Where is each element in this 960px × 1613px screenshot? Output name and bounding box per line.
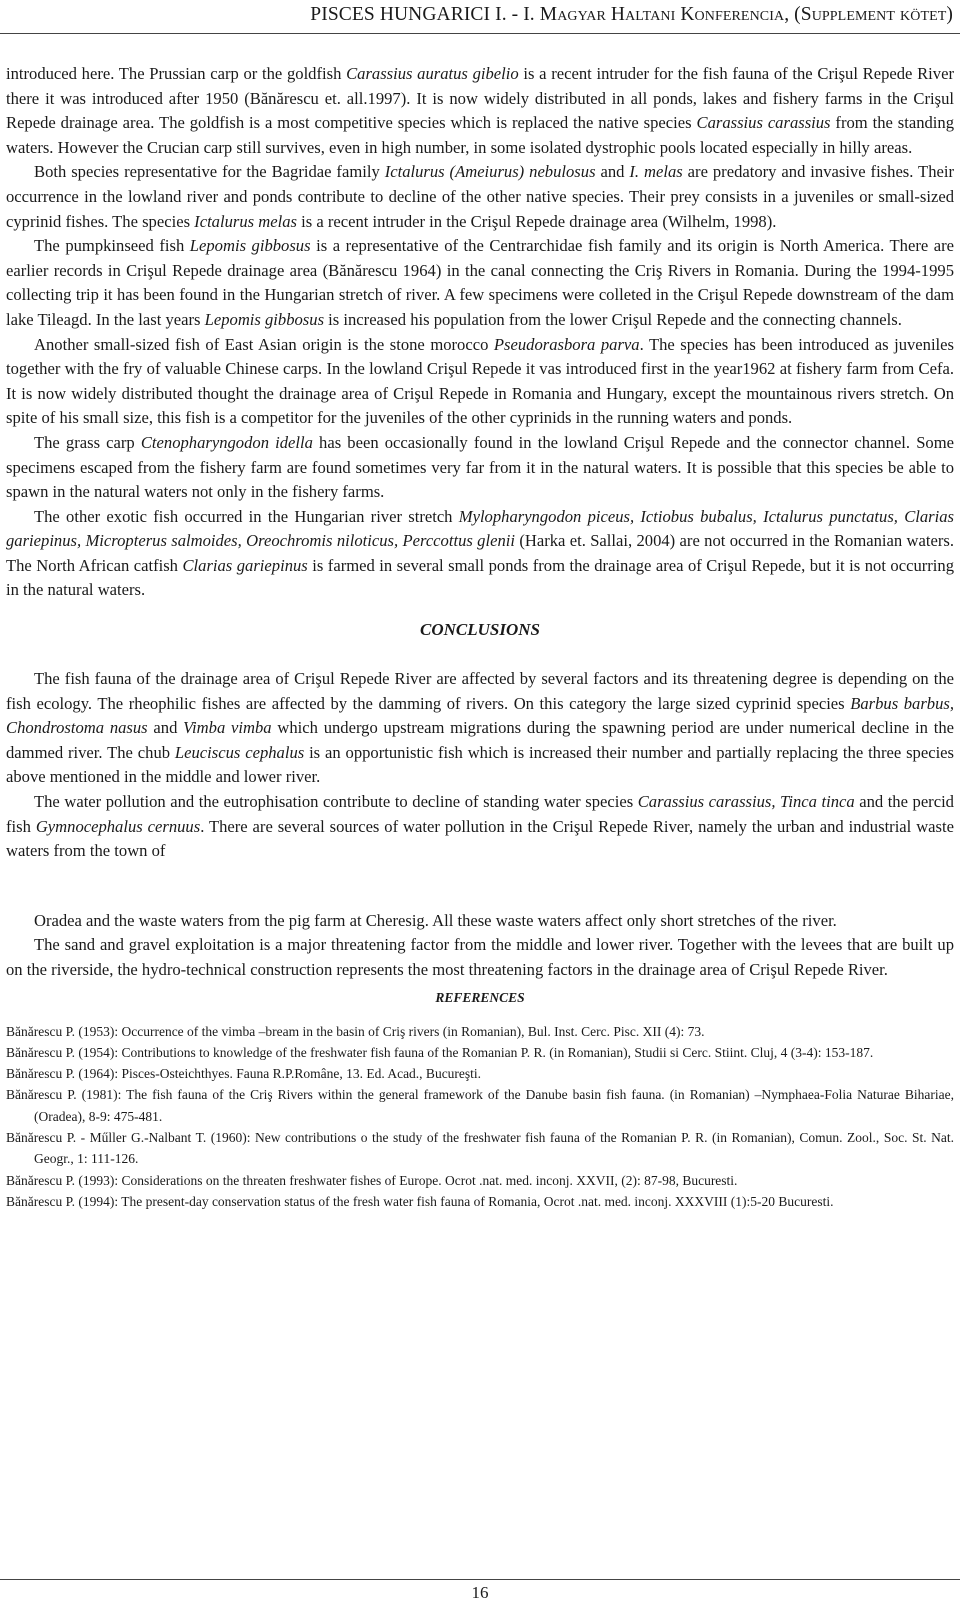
reference-item: Bănărescu P. (1993): Considerations on the threaten freshwater fishes of Europe. Ocrot .nat. med. inconj. XXVII, (2): 87-98, Bucuresti. — [6, 1172, 738, 1188]
paragraph-pumpkinseed: The pumpkinseed fish Lepomis gibbosus is a representative of the Centrarchidae fish family and its origin is North America. There are earlier records in Crişul Repede drainage area (Bănărescu 1964) in the canal connecting the Criş Rivers in Romania. During the 1994-1995 collecting trip it has been found in the Hungarian stretch of river. A few specimens were colleted in the Crişul Repede downstream of the dam lake Tileagd. In the last years Lepomis gibbosus is increased his population from the lower Crişul Repede and the connecting channels. — [6, 236, 955, 329]
conclusion-paragraph-pollution: The water pollution and the eutrophisation contribute to decline of standing water species Carassius carassius, Tinca tinca and the percid fish Gymnocephalus cernuus. There are several sources of water pollution in the Crişul Repede River, namely the urban and industrial waste waters from the town of — [6, 792, 954, 861]
reference-item: Bănărescu P. (1994): The present-day conservation status of the fresh water fish fauna of Romania, Ocrot .nat. med. inconj. XXXVIII (1):5-20 Bucuresti. — [6, 1193, 834, 1209]
paragraph-grass-carp: The grass carp Ctenopharyngodon idella has been occasionally found in the lowland Crişul Repede and the connector channel. Some specimens escaped from the fishery farm are found sometimes very far from it in the natural waters. It is possible that this species be able to spawn in the natural waters not only in the fishery farms. — [6, 432, 954, 502]
conclusions-heading: CONCLUSIONS — [420, 620, 540, 640]
paragraph-stone-morocco: Another small-sized fish of East Asian origin is the stone morocco Pseudorasbora parva. The species has been introduced as juveniles together with the fry of valuable Chinese carps. In the lowland Crişul Repede it vas introduced first in the year1962 at fishery farm from Cefa. It is now widely distributed thought the drainage area of Crişul Repede in Romania and Hungary, except the mountainous rivers stretch. On spite of his small size, this fish is a competitor for the juveniles of the other cyprinids in the running waters and ponds. — [6, 334, 954, 428]
journal-title: PISCES HUNGARICI I. - I. — [310, 4, 540, 25]
page-number: 16 — [471, 1583, 489, 1602]
paragraph-goldfish: introduced here. The Prussian carp or the goldfish Carassius auratus gibelio is a recent intruder for the fish fauna of the Crişul Repede River there it was introduced after 1950 (Bănărescu et. all.1997). It is now widely distributed in all ponds, lakes and fishery farms in the Crişul Repede drainage area. The goldfish is a most competitive species which is replaced the native species Carassius carassius from the standing waters. However the Crucian carp still survives, even in high number, in some isolated dystrophic pools located especially in hilly areas. — [6, 64, 954, 157]
footer-rule — [0, 1579, 960, 1580]
reference-item: Bănărescu P. - Műller G.-Nalbant T. (1960): New contributions o the study of the freshwater fish fauna of the Romanian P. R. (in Romanian), Comun. Zool., Soc. St. Nat. Geogr., 1: 111-126. — [6, 1130, 954, 1167]
running-header-text — [310, 4, 953, 26]
references-list — [6, 1021, 954, 1213]
conclusion-paragraph-oradea: Oradea and the waste waters from the pig farm at Cheresig. All these waste waters affect only short stretches of the river. — [34, 910, 837, 930]
reference-item: Bănărescu P. (1964): Pisces-Osteichthyes. Fauna R.P.Române, 13. Ed. Acad., Bucureşti. — [6, 1066, 482, 1082]
references-heading: REFERENCES — [435, 989, 525, 1005]
conclusion-paragraph-rheophilic: The fish fauna of the drainage area of Crişul Repede River are affected by several factors and its threatening degree is depending on the fish ecology. The rheophilic fishes are affected by the damming of rivers. On this category the large sized cyprinid species Barbus barbus, Chondrostoma nasus and Vimba vimba which undergo upstream migrations during the spawning period are under numerical decline in the dammed river. The chub Leuciscus cephalus is an opportunistic fish which is increased their number and partially replacing the three species above mentioned in the middle and lower river. — [6, 669, 955, 787]
header-rule — [0, 33, 960, 34]
reference-item: Bănărescu P. (1981): The fish fauna of the Criş Rivers within the general framework of the Danube basin fish fauna. (in Romanian) –Nymphaea-Folia Naturae Bihariae, (Oradea), 8-9: 475-481. — [6, 1087, 954, 1124]
paragraph-other-exotic: The other exotic fish occurred in the Hungarian river stretch Mylopharyngodon piceus, Ictiobus bubalus, Ictalurus punctatus, Clarias gariepinus, Micropterus salmoides, Oreochromis niloticus, Perccottus glenii (Harka et. Sallai, 2004) are not occurred in the Romanian waters. The North African catfish Clarias gariepinus is farmed in several small ponds from the drainage area of Crişul Repede, but it is not occurring in the natural waters. — [6, 506, 955, 600]
reference-item: Bănărescu P. (1953): Occurrence of the vimba –bream in the basin of Criş rivers (in Romanian), Bul. Inst. Cerc. Pisc. XII (4): 73. — [6, 1023, 705, 1039]
article-body — [6, 62, 954, 1212]
reference-item: Bănărescu P. (1954): Contributions to knowledge of the freshwater fish fauna of the Romanian P. R. (in Romanian), Studii si Cerc. Stiint. Cluj, 4 (3-4): 153-187. — [6, 1044, 874, 1060]
conference-title: Magyar Haltani Konferencia, (Supplement kötet) — [539, 4, 953, 25]
running-header — [0, 4, 960, 34]
paragraph-bagridae: Both species representative for the Bagridae family Ictalurus (Ameiurus) nebulosus and I. melas are predatory and invasive fishes. Their occurrence in the lowland river and ponds contribute to decline of the other native species. Their prey consists in a juveniles or small-sized cyprinid fishes. The species Ictalurus melas is a recent intruder in the Crişul Repede drainage area (Wilhelm, 1998). — [6, 162, 954, 231]
conclusion-paragraph-gravel: The sand and gravel exploitation is a major threatening factor from the middle and lower river. Together with the levees that are built up on the riverside, the hydro-technical construction represents the most threatening factors in the drainage area of Crişul Repede River. — [6, 935, 954, 979]
